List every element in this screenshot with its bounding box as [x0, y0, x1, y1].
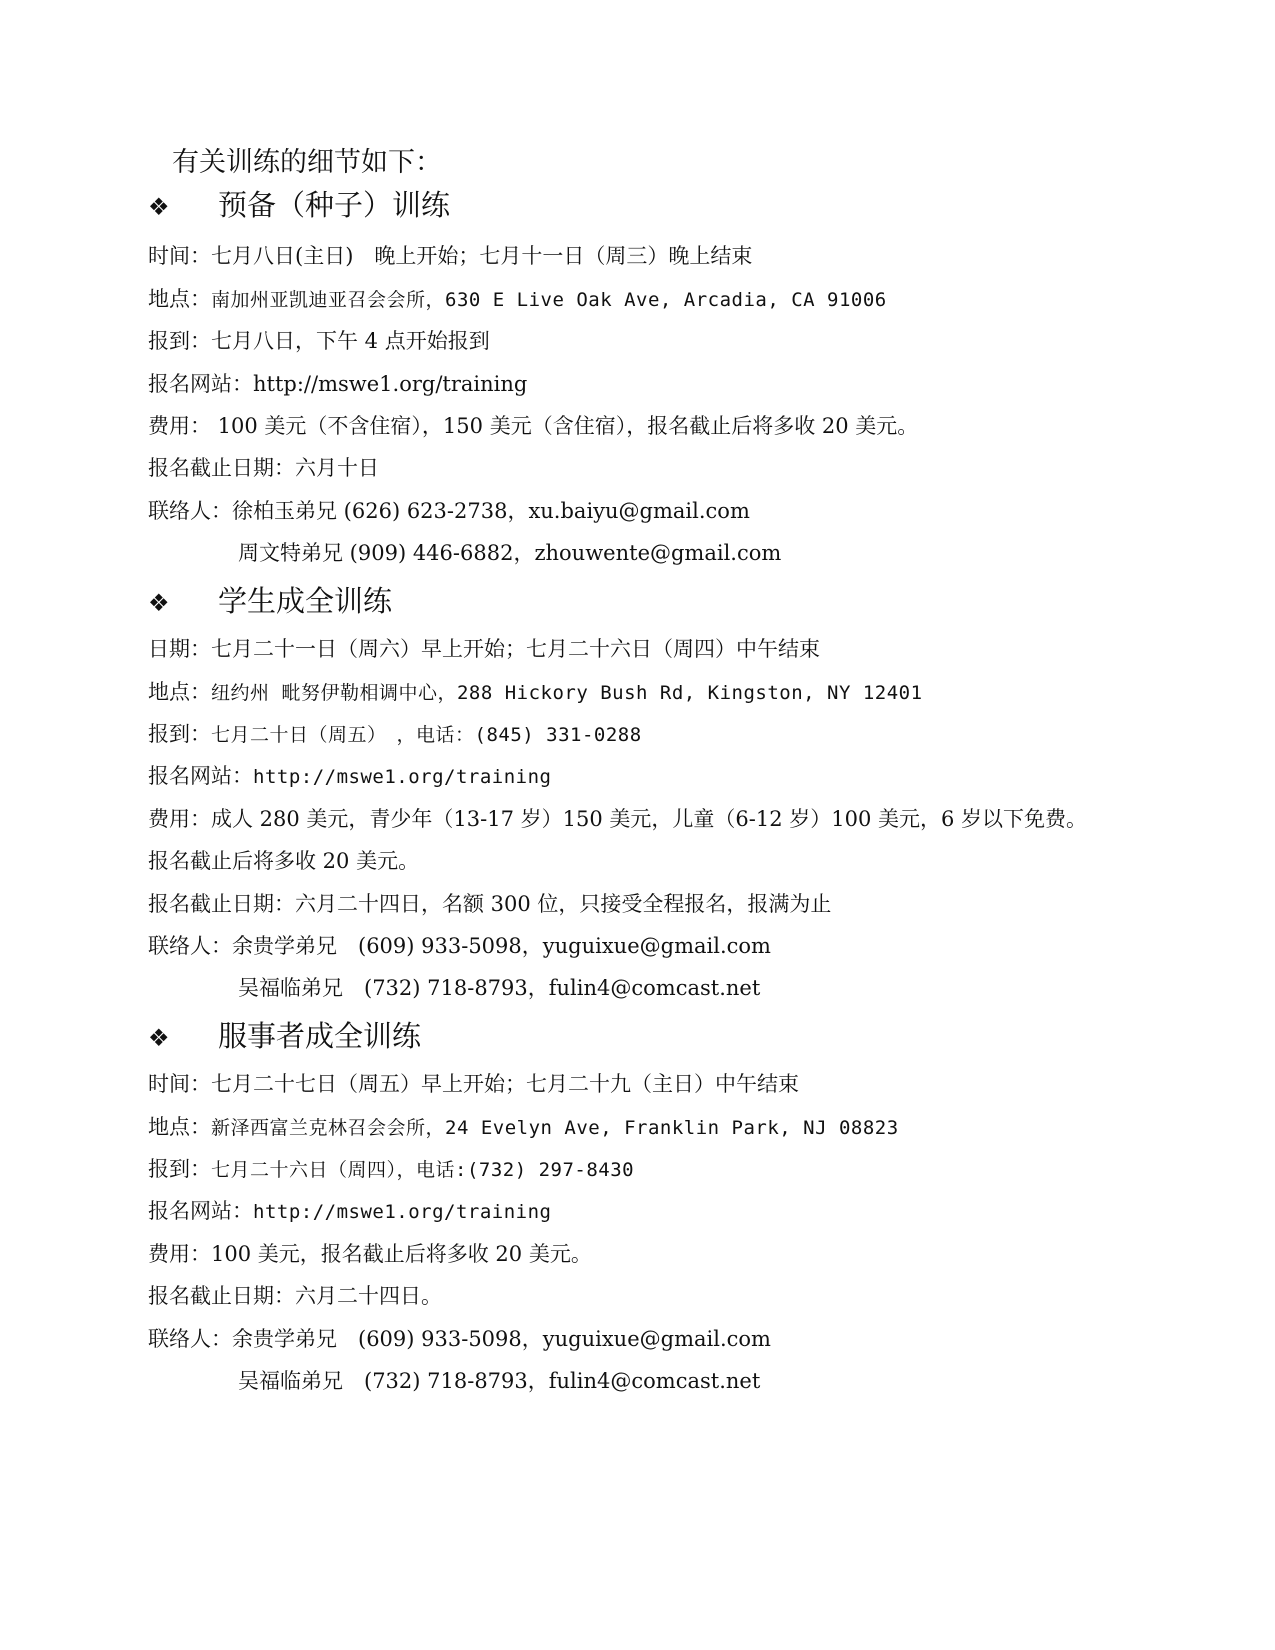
student-website-line — [148, 761, 551, 792]
line-label: 报名网站： — [148, 372, 253, 396]
servers-deadline-line — [148, 1281, 442, 1311]
seed-time-line — [148, 241, 752, 271]
line-value: 六月十日 — [295, 456, 379, 480]
line-value: 吴福临弟兄 (732) 718-8793，fulin4@comcast.net — [238, 1369, 761, 1393]
student-date-line — [148, 634, 820, 664]
line-value: 徐柏玉弟兄 (626) 623-2738，xu.baiyu@gmail.com — [232, 499, 750, 523]
section-title: 学生成全训练 — [218, 584, 393, 618]
line-value: 七月二十七日（周五）早上开始；七月二十九（主日）中午结束 — [211, 1072, 799, 1096]
line-label: 费用： — [148, 414, 211, 438]
line-value: 六月二十四日，名额 300 位，只接受全程报名，报满为止 — [295, 892, 832, 916]
line-value: 100 美元，报名截止后将多收 20 美元。 — [211, 1242, 592, 1266]
line-label: 联络人： — [148, 934, 232, 958]
line-label: 地点： — [148, 1115, 211, 1139]
intro-text: 有关训练的细节如下： — [172, 147, 442, 178]
line-value: 六月二十四日。 — [295, 1284, 442, 1308]
line-value: 成人 280 美元，青少年（13-17 岁）150 美元，儿童（6-12 岁）100 美元，6 岁以下免费。 — [211, 807, 1088, 831]
line-label: 报到： — [148, 329, 211, 353]
line-value: 七月八日(主日) 晚上开始；七月十一日（周三）晚上结束 — [211, 244, 753, 268]
student-fee-line — [148, 804, 1087, 834]
servers-location-line — [148, 1112, 899, 1143]
line-label: 联络人： — [148, 1327, 232, 1351]
servers-website-line — [148, 1196, 551, 1227]
line-value: 余贵学弟兄 (609) 933-5098，yuguixue@gmail.com — [232, 934, 771, 958]
line-label: 费用： — [148, 1242, 211, 1266]
line-label: 日期： — [148, 637, 211, 661]
section-heading-servers-training — [148, 1017, 421, 1057]
student-deadline-line — [148, 889, 831, 919]
line-value: 纽约州 毗努伊勒相调中心，288 Hickory Bush Rd, Kingston, NY 12401 — [211, 682, 923, 704]
line-value: 余贵学弟兄 (609) 933-5098，yuguixue@gmail.com — [232, 1327, 771, 1351]
line-value: 七月二十六日（周四），电话:(732) 297-8430 — [211, 1159, 635, 1181]
line-label: 报到： — [148, 1157, 211, 1181]
seed-deadline-line — [148, 453, 379, 483]
servers-contact-line-2 — [238, 1366, 760, 1396]
seed-location-line — [148, 284, 887, 315]
student-contact-line-2 — [238, 973, 760, 1003]
servers-time-line — [148, 1069, 799, 1099]
line-label: 联络人： — [148, 499, 232, 523]
section-title: 预备（种子）训练 — [218, 188, 451, 222]
section-heading-seed-training — [148, 186, 450, 226]
seed-fee-line — [148, 411, 918, 441]
line-value: 南加州亚凯迪亚召会会所，630 E Live Oak Ave, Arcadia, CA 91006 — [211, 289, 887, 311]
line-label: 报名网站： — [148, 764, 253, 788]
line-label: 报名截止日期： — [148, 456, 295, 480]
student-checkin-line — [148, 719, 642, 750]
line-label: 地点： — [148, 287, 211, 311]
line-value: 七月二十一日（周六）早上开始；七月二十六日（周四）中午结束 — [211, 637, 820, 661]
line-value: 七月二十日（周五） ，电话：(845) 331-0288 — [211, 724, 642, 746]
line-label: 报名截止日期： — [148, 1284, 295, 1308]
line-label: 时间： — [148, 244, 211, 268]
line-value: 吴福临弟兄 (732) 718-8793，fulin4@comcast.net — [238, 976, 761, 1000]
line-value: 100 美元（不含住宿），150 美元（含住宿），报名截止后将多收 20 美元。 — [211, 414, 919, 438]
line-value: 七月八日，下午 4 点开始报到 — [211, 329, 490, 353]
diamond-bullet-icon: ❖ — [148, 589, 170, 617]
diamond-bullet-icon: ❖ — [148, 1024, 170, 1052]
servers-checkin-line — [148, 1154, 634, 1185]
registration-link[interactable]: http://mswe1.org/training — [253, 372, 528, 396]
line-label: 地点： — [148, 680, 211, 704]
seed-contact-line — [148, 496, 750, 526]
line-label: 报名截止日期： — [148, 892, 295, 916]
line-label: 费用： — [148, 807, 211, 831]
section-heading-student-training — [148, 582, 392, 622]
student-location-line — [148, 677, 923, 708]
line-value: 周文特弟兄 (909) 446-6882，zhouwente@gmail.com — [238, 541, 782, 565]
line-value: 新泽西富兰克林召会会所，24 Evelyn Ave, Franklin Park, NJ 08823 — [211, 1117, 899, 1139]
line-label: 报名网站： — [148, 1199, 253, 1223]
line-label: 报到： — [148, 722, 211, 746]
line-label: 时间： — [148, 1072, 211, 1096]
servers-fee-line — [148, 1239, 592, 1269]
student-fee-note-line — [148, 846, 419, 876]
registration-link[interactable]: http://mswe1.org/training — [253, 766, 552, 788]
line-value: 报名截止后将多收 20 美元。 — [148, 849, 420, 873]
diamond-bullet-icon: ❖ — [148, 193, 170, 221]
section-title: 服事者成全训练 — [218, 1019, 422, 1053]
student-contact-line — [148, 931, 771, 961]
seed-contact-line-2 — [238, 538, 781, 568]
registration-link[interactable]: http://mswe1.org/training — [253, 1201, 552, 1223]
servers-contact-line — [148, 1324, 771, 1354]
seed-website-line — [148, 369, 527, 399]
seed-checkin-line — [148, 326, 490, 356]
